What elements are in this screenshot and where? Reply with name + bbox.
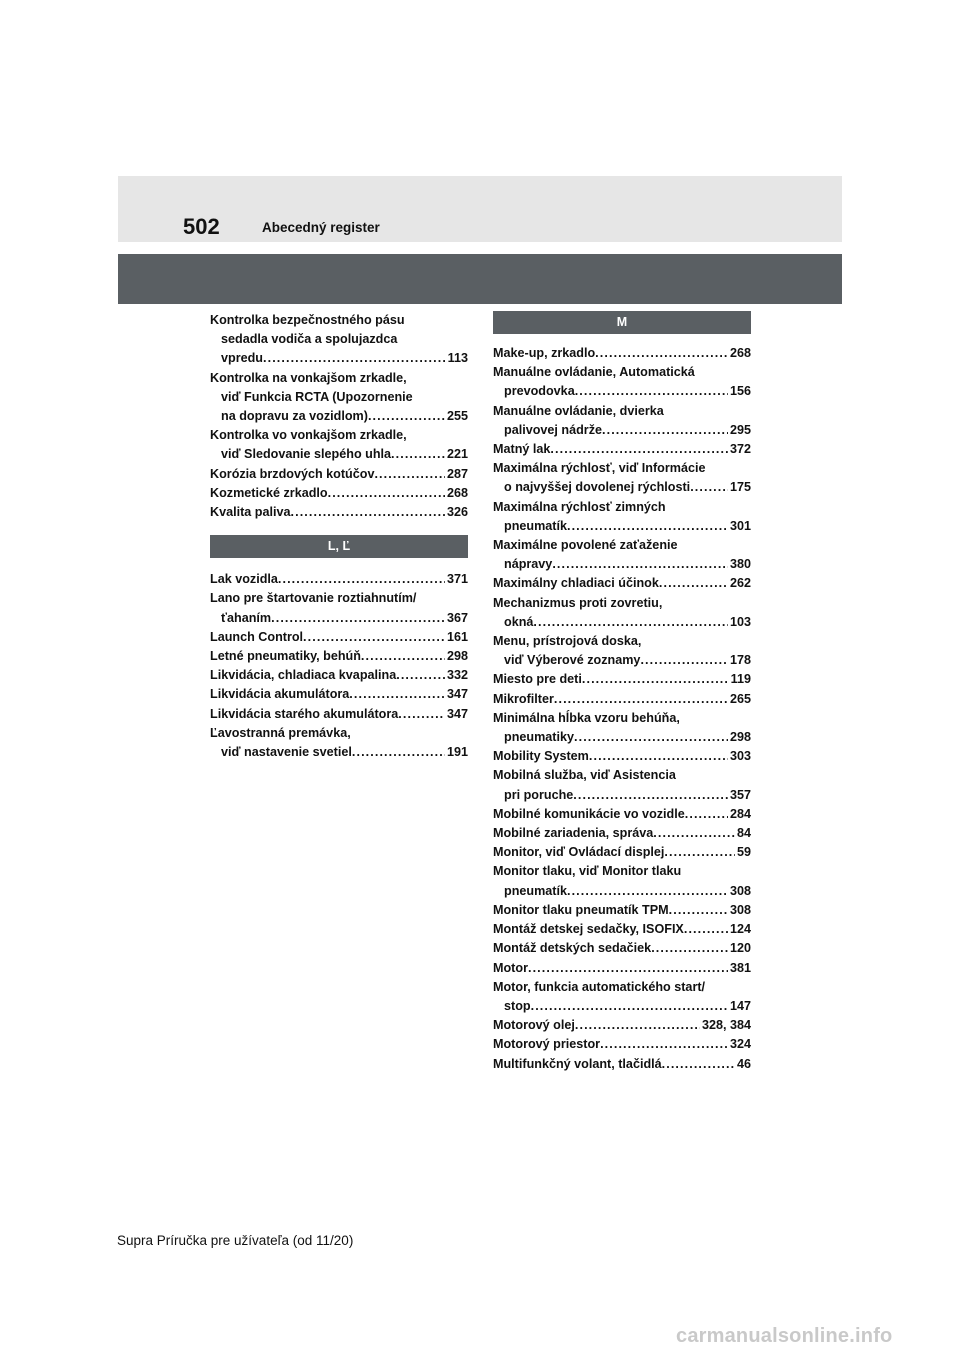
leader-dots	[575, 382, 728, 401]
entry-text: Monitor, viď Ovládací displej	[493, 845, 665, 860]
page-reference: 295	[729, 422, 751, 437]
entry-text: Likvidácia akumulátora	[210, 687, 350, 702]
entry-text: okná	[504, 614, 534, 629]
page-reference: 59	[736, 845, 751, 860]
watermark: carmanualsonline.info	[676, 1325, 893, 1347]
leader-dots	[271, 609, 445, 628]
entry-text: Kontrolka bezpečnostného pásu	[210, 313, 405, 327]
leader-dots	[589, 747, 728, 766]
index-entry	[210, 647, 468, 666]
index-entry	[210, 685, 468, 704]
leader-dots	[391, 445, 445, 464]
entry-text: Maximálna rýchlosť zimných	[493, 499, 666, 514]
entry-text: Lak vozidla	[210, 572, 278, 587]
page-reference: 326	[446, 505, 468, 520]
leader-dots	[278, 570, 445, 589]
entry-text: nápravy	[504, 557, 553, 572]
index-entry	[493, 632, 751, 670]
leader-dots	[659, 574, 728, 593]
footer-text: Supra Príručka pre užívateľa (od 11/20)	[117, 1233, 354, 1248]
index-entry	[493, 709, 751, 747]
entry-text: prevodovka	[504, 384, 575, 399]
index-entry	[493, 920, 751, 939]
leader-dots	[574, 728, 728, 747]
leader-dots	[662, 1055, 735, 1074]
entry-text: Montáž detských sedačiek	[493, 941, 652, 956]
entry-text: palivovej nádrže	[504, 422, 602, 437]
leader-dots	[582, 670, 729, 689]
page-reference: 308	[729, 883, 751, 898]
entry-text: Motorový olej	[493, 1018, 575, 1033]
page-reference: 284	[729, 806, 751, 821]
index-entry	[210, 666, 468, 685]
index-entry	[210, 589, 468, 627]
entry-text: Menu, prístrojová doska,	[493, 634, 642, 649]
index-entry	[493, 978, 751, 1016]
entry-text: Motorový priestor	[493, 1037, 601, 1052]
page-reference: 381	[729, 960, 751, 975]
entry-text: Minimálna hĺbka vzoru behúňa,	[493, 710, 680, 725]
entry-text: Likvidácia, chladiaca kvapalina	[210, 668, 397, 683]
entry-text: Miesto pre deti	[493, 672, 582, 687]
leader-dots	[567, 517, 728, 536]
index-entry	[210, 724, 468, 762]
leader-dots	[291, 503, 445, 522]
entry-text: Mobility System	[493, 749, 589, 764]
page-reference: 255	[446, 409, 468, 424]
leader-dots	[690, 478, 728, 497]
index-entry	[210, 426, 468, 464]
entry-text: Matný lak	[493, 442, 551, 457]
entry-text: viď Výberové zoznamy	[504, 653, 641, 668]
index-entry	[210, 628, 468, 647]
entry-text: Manuálne ovládanie, dvierka	[493, 403, 664, 418]
leader-dots	[684, 920, 728, 939]
entry-text: viď Funkcia RCTA (Upozornenie	[221, 389, 413, 404]
entry-text: Mobilné zariadenia, správa	[493, 826, 654, 841]
page-reference: 298	[446, 649, 468, 664]
page-reference: 175	[729, 480, 751, 495]
page-reference: 262	[729, 576, 751, 591]
page-reference: 357	[729, 787, 751, 802]
entry-text: Mechanizmus proti zovretiu,	[493, 595, 663, 610]
page-reference: 347	[446, 706, 468, 721]
page-reference: 298	[729, 730, 751, 745]
page-reference: 301	[729, 518, 751, 533]
entry-text: Kozmetické zrkadlo	[210, 485, 328, 500]
letter-header: L, Ľ	[210, 535, 468, 558]
page-reference: 265	[729, 691, 751, 706]
index-entry	[493, 1055, 751, 1074]
page-reference: 119	[730, 672, 751, 687]
entry-text: Letné pneumatiky, behúň	[210, 649, 361, 664]
page-reference: 268	[446, 485, 468, 500]
entry-text: Mobilná služba, viď Asistencia	[493, 768, 676, 783]
entry-text: o najvyššej dovolenej rýchlosti	[504, 480, 691, 495]
entry-text: viď nastavenie svetiel	[221, 745, 352, 760]
title-band	[118, 254, 842, 304]
leader-dots	[640, 651, 728, 670]
index-entry	[493, 1035, 751, 1054]
leader-dots	[664, 843, 735, 862]
section-title: Abecedný register	[262, 220, 380, 235]
leader-dots	[552, 555, 728, 574]
page-reference: 372	[729, 442, 751, 457]
page-reference: 367	[446, 610, 468, 625]
entry-text: Multifunkčný volant, tlačidlá	[493, 1056, 662, 1071]
header-band	[118, 176, 842, 242]
leader-dots	[653, 824, 735, 843]
letter-header: M	[493, 311, 751, 334]
index-entry	[493, 805, 751, 824]
leader-dots	[554, 690, 728, 709]
leader-dots	[533, 613, 728, 632]
page-reference: 332	[446, 668, 468, 683]
index-entry	[210, 465, 468, 484]
entry-text: Motor, funkcia automatického start/	[493, 979, 706, 994]
leader-dots	[396, 666, 445, 685]
leader-dots	[685, 805, 728, 824]
page-reference: 287	[446, 466, 468, 481]
entry-text: Maximálny chladiaci účinok	[493, 576, 659, 591]
index-entry	[493, 766, 751, 804]
entry-text: Monitor tlaku, viď Monitor tlaku	[493, 864, 682, 879]
index-entry	[493, 690, 751, 709]
leader-dots	[328, 484, 445, 503]
leader-dots	[263, 349, 446, 368]
entry-text: Montáž detskej sedačky, ISOFIX	[493, 922, 684, 937]
index-entry	[493, 959, 751, 978]
index-entry	[493, 843, 751, 862]
entry-text: stop	[504, 998, 531, 1013]
page-reference: 324	[729, 1037, 751, 1052]
index-entry	[493, 862, 751, 900]
page-reference: 84	[736, 826, 751, 841]
entry-text: Korózia brzdových kotúčov	[210, 466, 375, 481]
index-entry	[210, 503, 468, 522]
page-reference: 113	[447, 351, 468, 366]
index-entry	[493, 344, 751, 363]
index-entry	[493, 536, 751, 574]
page-reference: 380	[729, 557, 751, 572]
entry-text: Kvalita paliva	[210, 505, 291, 520]
index-entry	[210, 705, 468, 724]
index-entry	[210, 311, 468, 369]
leader-dots	[531, 997, 728, 1016]
leader-dots	[398, 705, 445, 724]
index-entry	[493, 594, 751, 632]
page-reference: 46	[736, 1056, 751, 1071]
leader-dots	[349, 685, 445, 704]
index-entry	[493, 402, 751, 440]
index-entry	[493, 363, 751, 401]
page-reference: 156	[729, 384, 751, 399]
entry-text: pri poruche	[504, 787, 574, 802]
page-reference: 120	[729, 941, 751, 956]
index-entry	[493, 939, 751, 958]
index-entry	[493, 824, 751, 843]
leader-dots	[567, 882, 728, 901]
entry-text: sedadla vodiča a spolujazdca	[221, 332, 398, 347]
page-reference: 303	[729, 749, 751, 764]
entry-text: Monitor tlaku pneumatík TPM	[493, 902, 669, 917]
entry-text: Lano pre štartovanie roztiahnutím/	[210, 591, 417, 606]
page-reference: 178	[729, 653, 751, 668]
entry-text: Mobilné komunikácie vo vozidle	[493, 806, 685, 821]
index-entry	[210, 570, 468, 589]
entry-text: Ľavostranná premávka,	[210, 725, 351, 740]
leader-dots	[600, 1035, 728, 1054]
entry-text: Mikrofilter	[493, 691, 554, 706]
entry-text: pneumatík	[504, 883, 567, 898]
entry-text: Manuálne ovládanie, Automatická	[493, 365, 695, 380]
entry-text: Kontrolka na vonkajšom zrkadle,	[210, 370, 407, 385]
entry-text: viď Sledovanie slepého uhla	[221, 447, 392, 462]
index-entry	[493, 498, 751, 536]
entry-text: Kontrolka vo vonkajšom zrkadle,	[210, 428, 407, 443]
entry-text: pneumatík	[504, 518, 567, 533]
leader-dots	[374, 465, 445, 484]
entry-text: pneumatiky	[504, 730, 574, 745]
leader-dots	[575, 1016, 700, 1035]
index-entry	[493, 901, 751, 920]
entry-text: Likvidácia starého akumulátora	[210, 706, 399, 721]
index-column-left	[210, 311, 468, 762]
entry-text: na dopravu za vozidlom)	[221, 409, 368, 424]
page-reference: 161	[446, 629, 468, 644]
leader-dots	[352, 743, 445, 762]
page-reference: 124	[729, 922, 751, 937]
entry-text: ťahaním	[221, 610, 272, 625]
index-entry	[493, 1016, 751, 1035]
page-reference: 347	[446, 687, 468, 702]
leader-dots	[602, 421, 728, 440]
entry-text: Make-up, zrkadlo	[493, 346, 596, 360]
entry-text: Launch Control	[210, 629, 304, 644]
leader-dots	[651, 939, 728, 958]
index-entry	[493, 574, 751, 593]
index-entry	[210, 484, 468, 503]
page-reference: 371	[446, 572, 468, 587]
leader-dots	[550, 440, 728, 459]
page-reference: 191	[446, 745, 468, 760]
page-number: 502	[183, 214, 220, 239]
leader-dots	[368, 407, 445, 426]
entry-text: vpredu	[221, 351, 263, 366]
page-reference: 103	[729, 614, 751, 629]
leader-dots	[303, 628, 445, 647]
page-reference: 308	[729, 902, 751, 917]
entry-text: Maximálna rýchlosť, viď Informácie	[493, 461, 706, 476]
leader-dots	[528, 959, 728, 978]
entry-text: Maximálne povolené zaťaženie	[493, 538, 678, 553]
page-reference: 328, 384	[701, 1018, 751, 1033]
entry-text: Motor	[493, 960, 528, 975]
leader-dots	[361, 647, 445, 666]
page-reference: 147	[729, 998, 751, 1013]
index-entry	[210, 369, 468, 427]
leader-dots	[669, 901, 728, 920]
page-reference: 221	[446, 447, 468, 462]
index-entry	[493, 440, 751, 459]
index-entry	[493, 670, 751, 689]
leader-dots	[573, 786, 728, 805]
index-column-right	[493, 311, 751, 1074]
leader-dots	[595, 344, 728, 363]
page-reference: 268	[729, 346, 751, 360]
index-entry	[493, 747, 751, 766]
index-entry	[493, 459, 751, 497]
